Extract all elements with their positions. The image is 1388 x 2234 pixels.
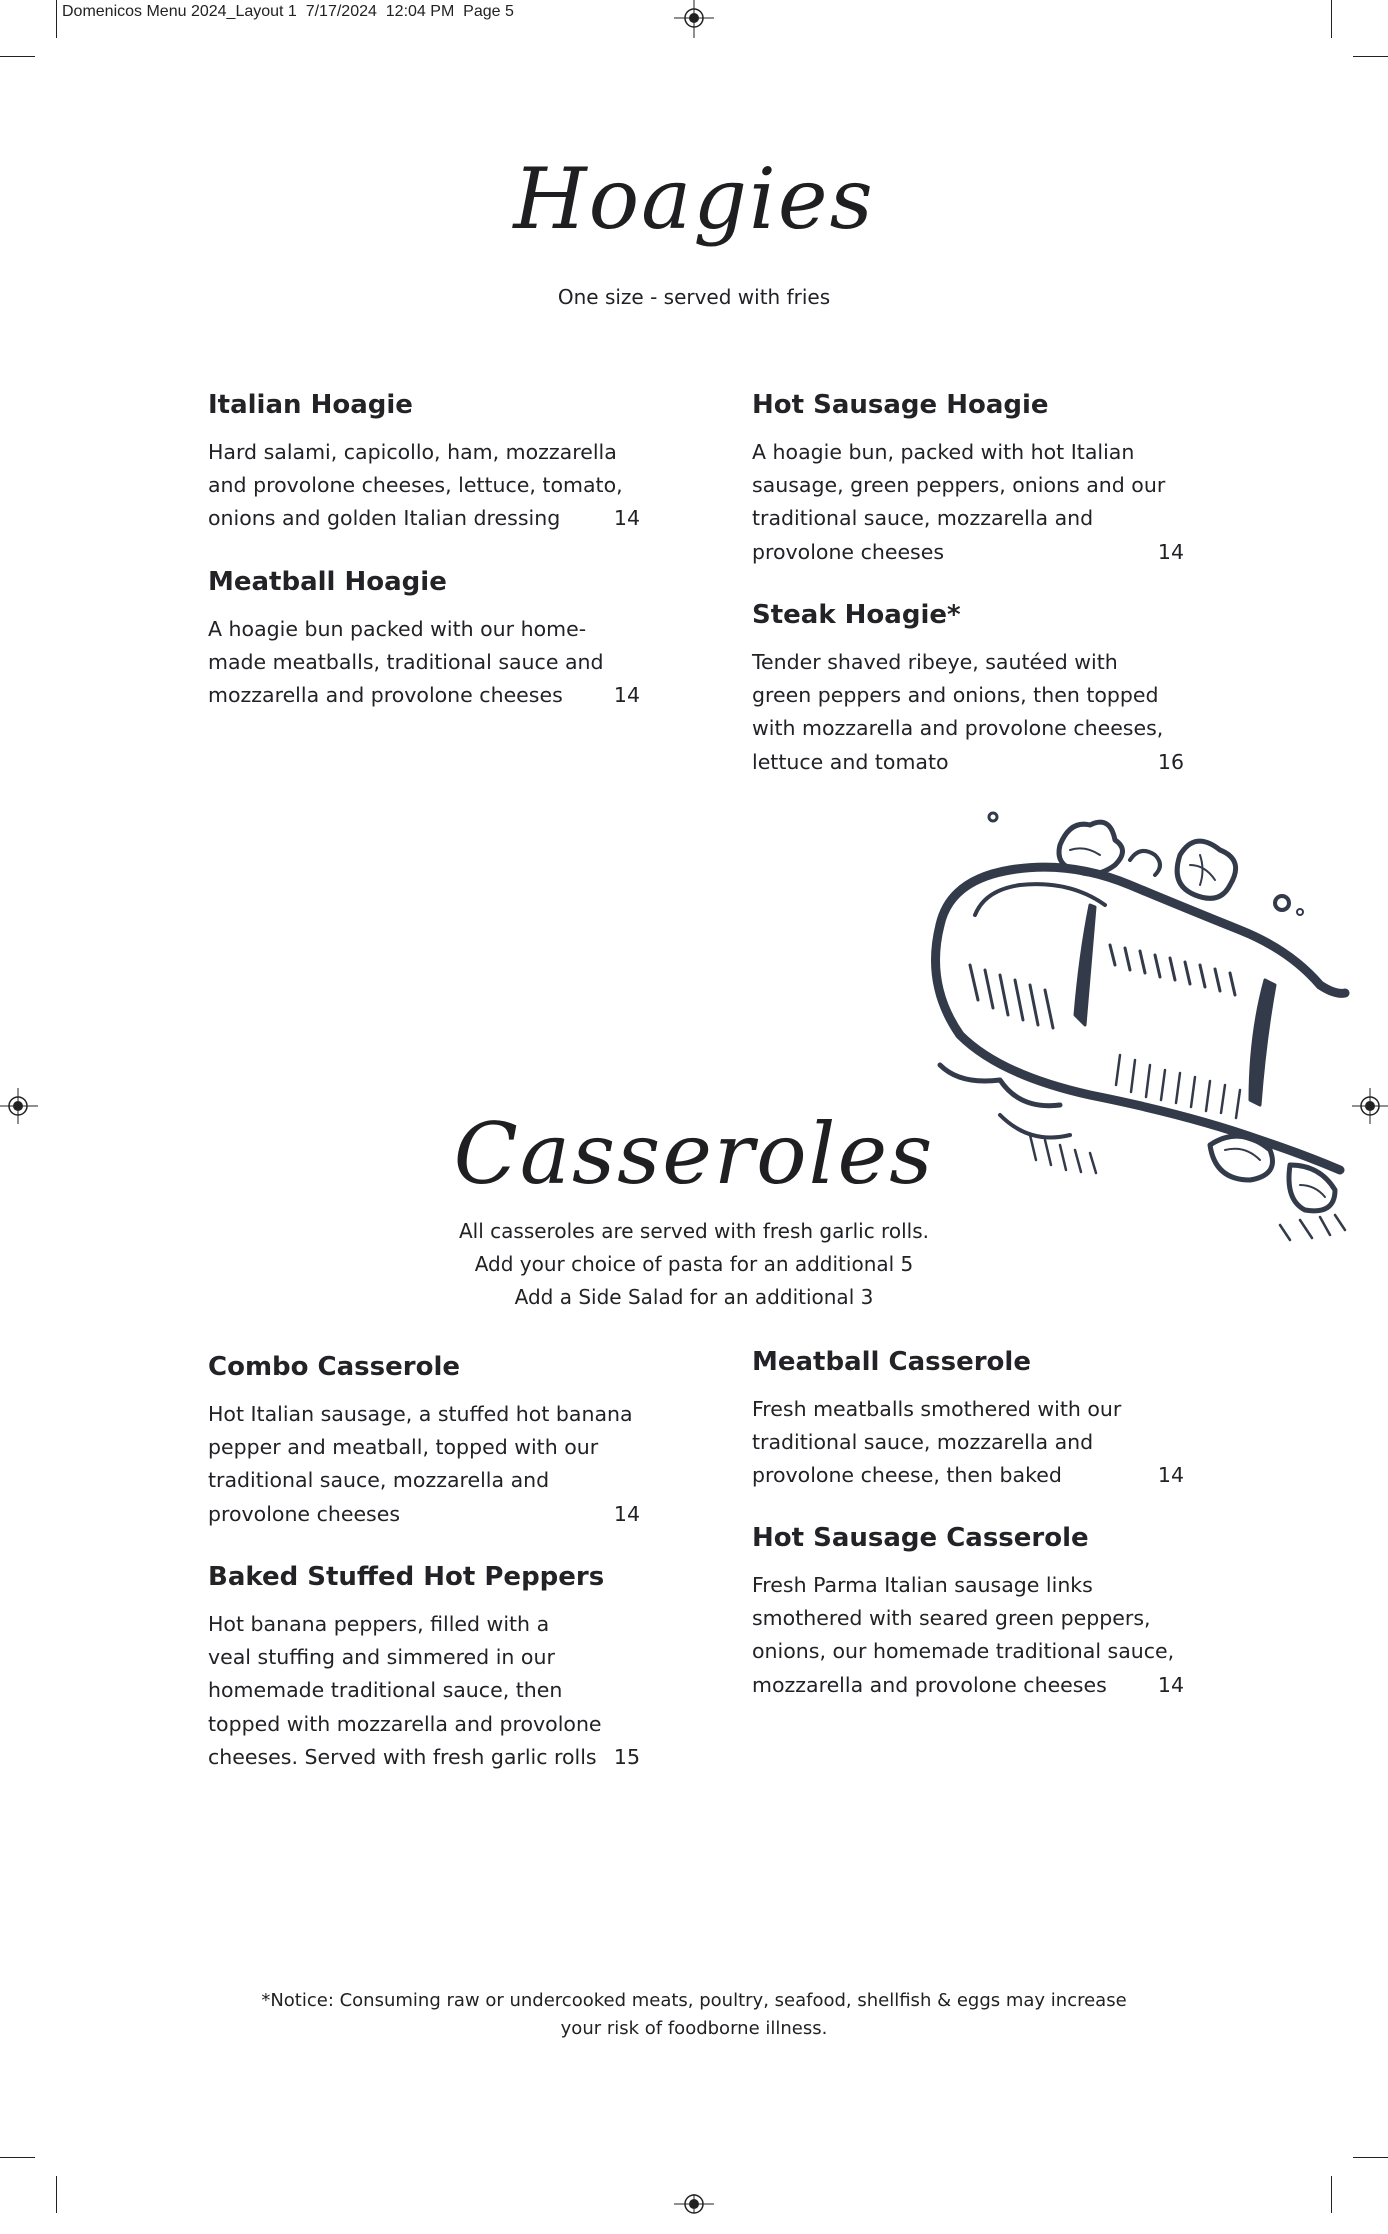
menu-item-hot-sausage-casserole — [752, 1521, 1184, 1702]
item-name: Meatball Casserole — [752, 1347, 1031, 1377]
item-name: Hot Sausage Hoagie — [752, 390, 1049, 420]
item-description: Fresh Parma Italian sausage links smothered with seared green peppers, onions, our homemade traditional sauce, mozzarella and provolone cheeses 14 — [752, 1569, 1184, 1702]
item-price: 15 — [613, 1744, 640, 1769]
item-name: Meatball Hoagie — [208, 567, 447, 597]
item-price: 14 — [613, 506, 640, 531]
item-price: 16 — [1157, 749, 1184, 774]
casseroles-title: Casseroles — [453, 1105, 935, 1203]
menu-item-steak-hoagie — [752, 598, 1184, 779]
item-name: Steak Hoagie* — [752, 600, 961, 630]
hoagies-title: Hoagies — [513, 150, 875, 248]
menu-item-hot-sausage-hoagie — [752, 388, 1184, 569]
menu-item-baked-stuffed-hot-peppers — [208, 1560, 640, 1774]
casseroles-subtitle: All casseroles are served with fresh garlic rolls. Add your choice of pasta for an additional 5 Add a Side Salad for an additional 3 — [459, 1219, 929, 1309]
item-price: 14 — [1157, 539, 1184, 564]
item-price: 14 — [613, 1501, 640, 1526]
menu-item-italian-hoagie — [208, 388, 640, 536]
registration-mark-icon — [674, 2194, 714, 2234]
menu-item-meatball-hoagie — [208, 565, 640, 713]
item-name: Italian Hoagie — [208, 390, 413, 420]
item-description: Hard salami, capicollo, ham, mozzarella and provolone cheeses, lettuce, tomato, onions and golden Italian dressing 14 — [208, 436, 640, 536]
item-price: 14 — [1157, 1463, 1184, 1488]
item-name: Combo Casserole — [208, 1352, 461, 1382]
item-price: 14 — [613, 683, 640, 708]
item-price: 14 — [1157, 1672, 1184, 1697]
food-safety-notice: *Notice: Consuming raw or undercooked meats, poultry, seafood, shellfish & eggs may increase your risk of foodborne illness. — [261, 1990, 1127, 2039]
registration-mark-icon — [674, 0, 714, 38]
item-description: Tender shaved ribeye, sautéed with green peppers and onions, then topped with mozzarella and provolone cheeses, lettuce and tomato 16 — [752, 646, 1184, 779]
menu-item-combo-casserole — [208, 1350, 640, 1531]
item-description: Hot banana peppers, filled with a veal stuffing and simmered in our homemade traditional sauce, then topped with mozzarella and provolone cheeses. Served with fresh garlic rolls 15 — [208, 1608, 640, 1774]
item-description: Hot Italian sausage, a stuffed hot banana pepper and meatball, topped with our traditional sauce, mozzarella and provolone cheeses 14 — [208, 1398, 640, 1531]
print-slug: Domenicos Menu 2024_Layout 1 7/17/2024 12:04 PM Page 5 — [62, 3, 514, 20]
item-description: Fresh meatballs smothered with our traditional sauce, mozzarella and provolone cheese, then baked 14 — [752, 1393, 1184, 1493]
menu-item-meatball-casserole — [752, 1345, 1184, 1493]
item-description: A hoagie bun, packed with hot Italian sausage, green peppers, onions and our traditional sauce, mozzarella and provolone cheeses 14 — [752, 436, 1184, 569]
hoagies-subtitle: One size - served with fries — [557, 285, 831, 309]
item-name: Baked Stuffed Hot Peppers — [208, 1562, 605, 1592]
item-name: Hot Sausage Casserole — [752, 1523, 1089, 1553]
item-description: A hoagie bun packed with our home- made meatballs, traditional sauce and mozzarella and provolone cheeses 14 — [208, 613, 640, 713]
